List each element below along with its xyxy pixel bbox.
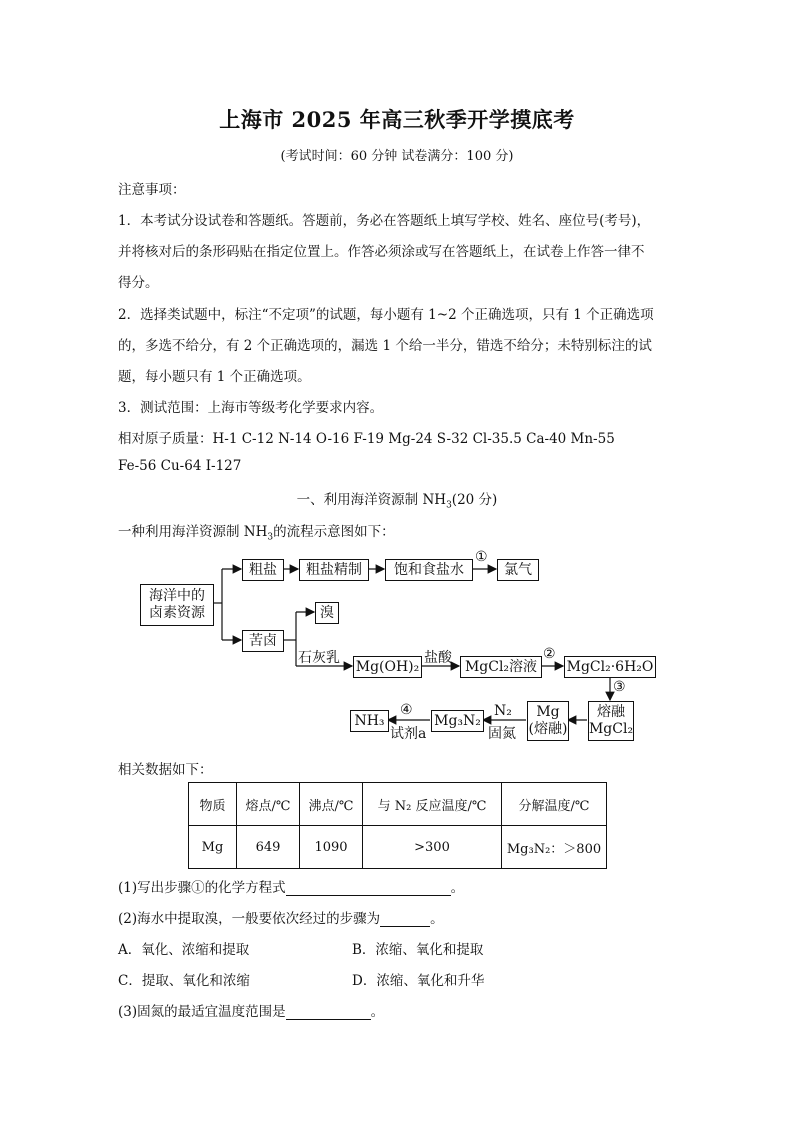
nh3-box: NH₃ (350, 710, 389, 732)
data-table (188, 782, 607, 869)
table-cell: 1090 (300, 826, 363, 869)
section-intro: 一种利用海洋资源制 $NH_3$的流程示意图如下： (118, 524, 395, 543)
table-cell: 649 (237, 826, 300, 869)
crude-salt-box: 粗盐 (242, 559, 284, 581)
question-1: (1)写出步骤①的化学方程式 。 (118, 880, 465, 896)
answer-blank-2[interactable] (380, 912, 430, 927)
reagent-a-label: 试剂a (390, 726, 427, 742)
step3-label: ③ (613, 679, 626, 695)
molten-mgcl2-box (588, 701, 634, 741)
bittern-box: 苦卤 (242, 630, 284, 652)
answer-blank-1[interactable] (286, 881, 451, 896)
table-header-cell: 分解温度/℃ (502, 783, 607, 826)
answer-blank-3[interactable] (286, 1005, 371, 1020)
step1-label: ① (475, 549, 488, 565)
atomic-mass-line: Fe-56 Cu-64 I-127 (118, 458, 242, 474)
notes-line: 得分。 (118, 275, 159, 291)
table-caption: 相关数据如下： (118, 762, 213, 778)
hcl-label: 盐酸 (424, 650, 452, 666)
source-box: 海洋中的卤素资源 (140, 584, 214, 626)
mgcl2-label: MgCl₂ (588, 721, 634, 737)
chlorine-box: 氯气 (497, 559, 539, 581)
n2-label: N₂ (494, 703, 512, 719)
mg3n2-box: Mg₃N₂ (431, 710, 484, 732)
mg-label: Mg (536, 704, 560, 720)
page-title: 上海市 2025 年高三秋季开学摸底考 (219, 107, 575, 132)
table-cell: >300 (363, 826, 502, 869)
notes-heading: 注意事项： (118, 182, 186, 198)
question-3: (3)固氮的最适宜温度范围是 。 (118, 1004, 385, 1020)
option-d[interactable]: D．浓缩、氧化和升华 (352, 973, 485, 989)
page-subtitle: (考试时间：60 分钟 试卷满分：100 分) (280, 149, 514, 164)
option-a[interactable]: A．氧化、浓缩和提取 (118, 942, 250, 958)
section-heading: 一、利用海洋资源制 $NH_3(20$ 分) (296, 492, 498, 511)
mgcl2-hydrate-box: MgCl₂·6H₂O (564, 656, 656, 678)
notes-line: 3．测试范围：上海市等级考化学要求内容。 (118, 400, 384, 416)
table-cell: Mg₃N₂：＞800 (502, 826, 607, 869)
lime-milk-label: 石灰乳 (298, 650, 340, 666)
table-cell: Mg (189, 826, 237, 869)
molten-mg-box (527, 701, 569, 741)
refine-box: 粗盐精制 (299, 559, 369, 581)
question-2: (2)海水中提取溴，一般要依次经过的步骤为 。 (118, 911, 444, 927)
bromine-box: 溴 (315, 602, 339, 624)
notes-line: 1．本考试分设试卷和答题纸。答题前，务必在答题纸上填写学校、姓名、座位号(考号)， (118, 213, 651, 229)
table-header-cell: 熔点/℃ (237, 783, 300, 826)
brine-box: 饱和食盐水 (385, 559, 473, 581)
table-header-row (189, 783, 607, 826)
molten-label: 熔融 (597, 704, 625, 720)
mgcl2-solution-box: MgCl₂溶液 (460, 656, 542, 678)
table-header-cell: 与 N₂ 反应温度/℃ (363, 783, 502, 826)
notes-line: 的，多选不给分，有 2 个正确选项的，漏选 1 个给一半分，错选不给分；未特别标注的试 (118, 338, 652, 354)
table-header-cell: 物质 (189, 783, 237, 826)
table-header-cell: 沸点/℃ (300, 783, 363, 826)
notes-line: 2．选择类试题中，标注“不定项”的试题，每小题有 1~2 个正确选项，只有 1 个正确选项 (118, 307, 654, 323)
option-c[interactable]: C．提取、氧化和浓缩 (118, 973, 250, 989)
notes-line: 并将核对后的条形码贴在指定位置上。作答必须涂或写在答题纸上，在试卷上作答一律不 (118, 244, 645, 260)
step4-label: ④ (400, 702, 413, 718)
mgoh2-box: Mg(OH)₂ (353, 656, 422, 678)
step2-label: ② (543, 646, 556, 662)
atomic-mass-line: 相对原子质量：H-1 C-12 N-14 O-16 F-19 Mg-24 S-32 Cl-35.5 Ca-40 Mn-55 (118, 431, 615, 447)
table-row (189, 826, 607, 869)
notes-line: 题，每小题只有 1 个正确选项。 (118, 369, 311, 385)
fix-nitrogen-label: 固氮 (488, 726, 516, 742)
option-b[interactable]: B．浓缩、氧化和提取 (352, 942, 484, 958)
melt-label: (熔融) (528, 721, 568, 737)
